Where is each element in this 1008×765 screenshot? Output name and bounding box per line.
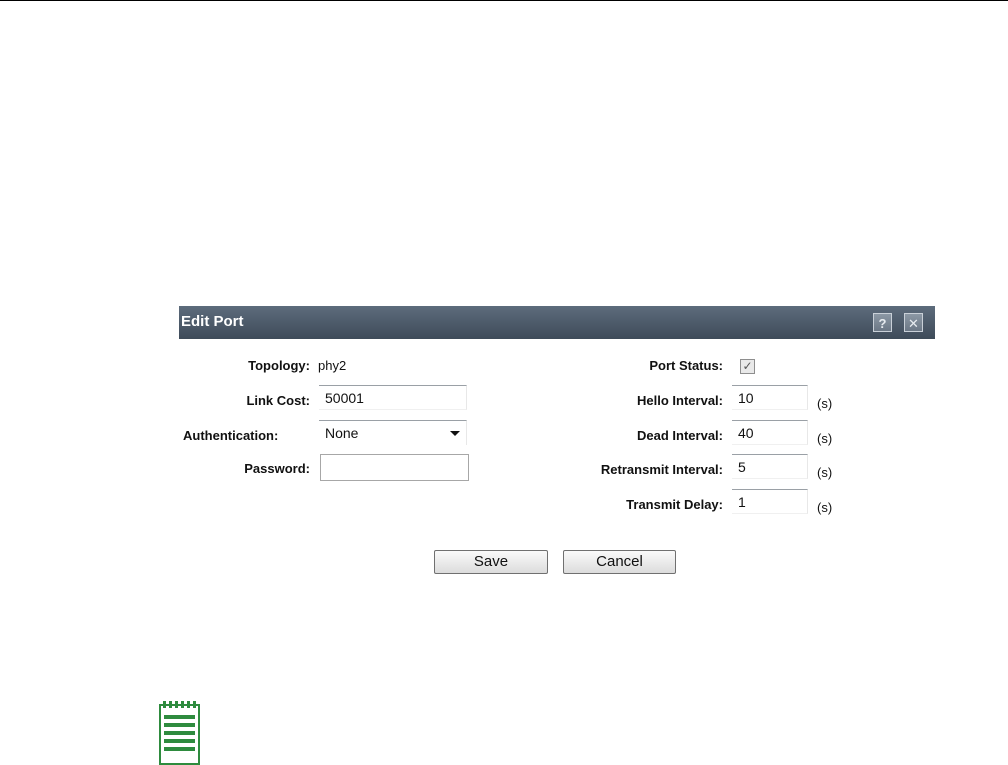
cancel-button[interactable]: Cancel [563,550,676,574]
note-icon [159,701,200,765]
hello-interval-label: Hello Interval: [637,393,723,408]
save-button[interactable]: Save [434,550,548,574]
retransmit-interval-label: Retransmit Interval: [600,462,723,477]
close-icon[interactable]: ✕ [904,313,923,332]
port-status-checkbox[interactable] [740,359,755,374]
link-cost-input[interactable] [319,385,467,410]
transmit-delay-unit: (s) [817,500,833,515]
help-icon[interactable]: ? [873,313,892,332]
topology-label: Topology: [248,358,310,373]
retransmit-interval-unit: (s) [817,465,833,480]
dialog-titlebar [179,306,935,339]
dead-interval-unit: (s) [817,431,833,446]
dialog-content [179,339,935,588]
edit-port-dialog [179,306,935,588]
port-status-label: Port Status: [649,358,723,373]
dead-interval-label: Dead Interval: [637,428,723,443]
password-field[interactable] [320,454,469,481]
retransmit-interval-input[interactable] [732,454,808,479]
authentication-label: Authentication: [183,428,279,443]
dialog-title: Edit Port [181,313,244,330]
link-cost-label: Link Cost: [246,393,310,408]
authentication-selected-value: None [325,425,359,441]
page-top-rule [0,0,1008,1]
hello-interval-input[interactable] [732,385,808,410]
chevron-down-icon [450,431,460,436]
transmit-delay-label: Transmit Delay: [626,497,723,512]
password-label: Password: [244,461,310,476]
transmit-delay-input[interactable] [732,489,808,514]
topology-value: phy2 [318,358,347,373]
dead-interval-input[interactable] [732,420,808,445]
hello-interval-unit: (s) [817,396,833,411]
checkmark-icon: ✓ [742,359,753,373]
authentication-select[interactable] [319,420,467,445]
